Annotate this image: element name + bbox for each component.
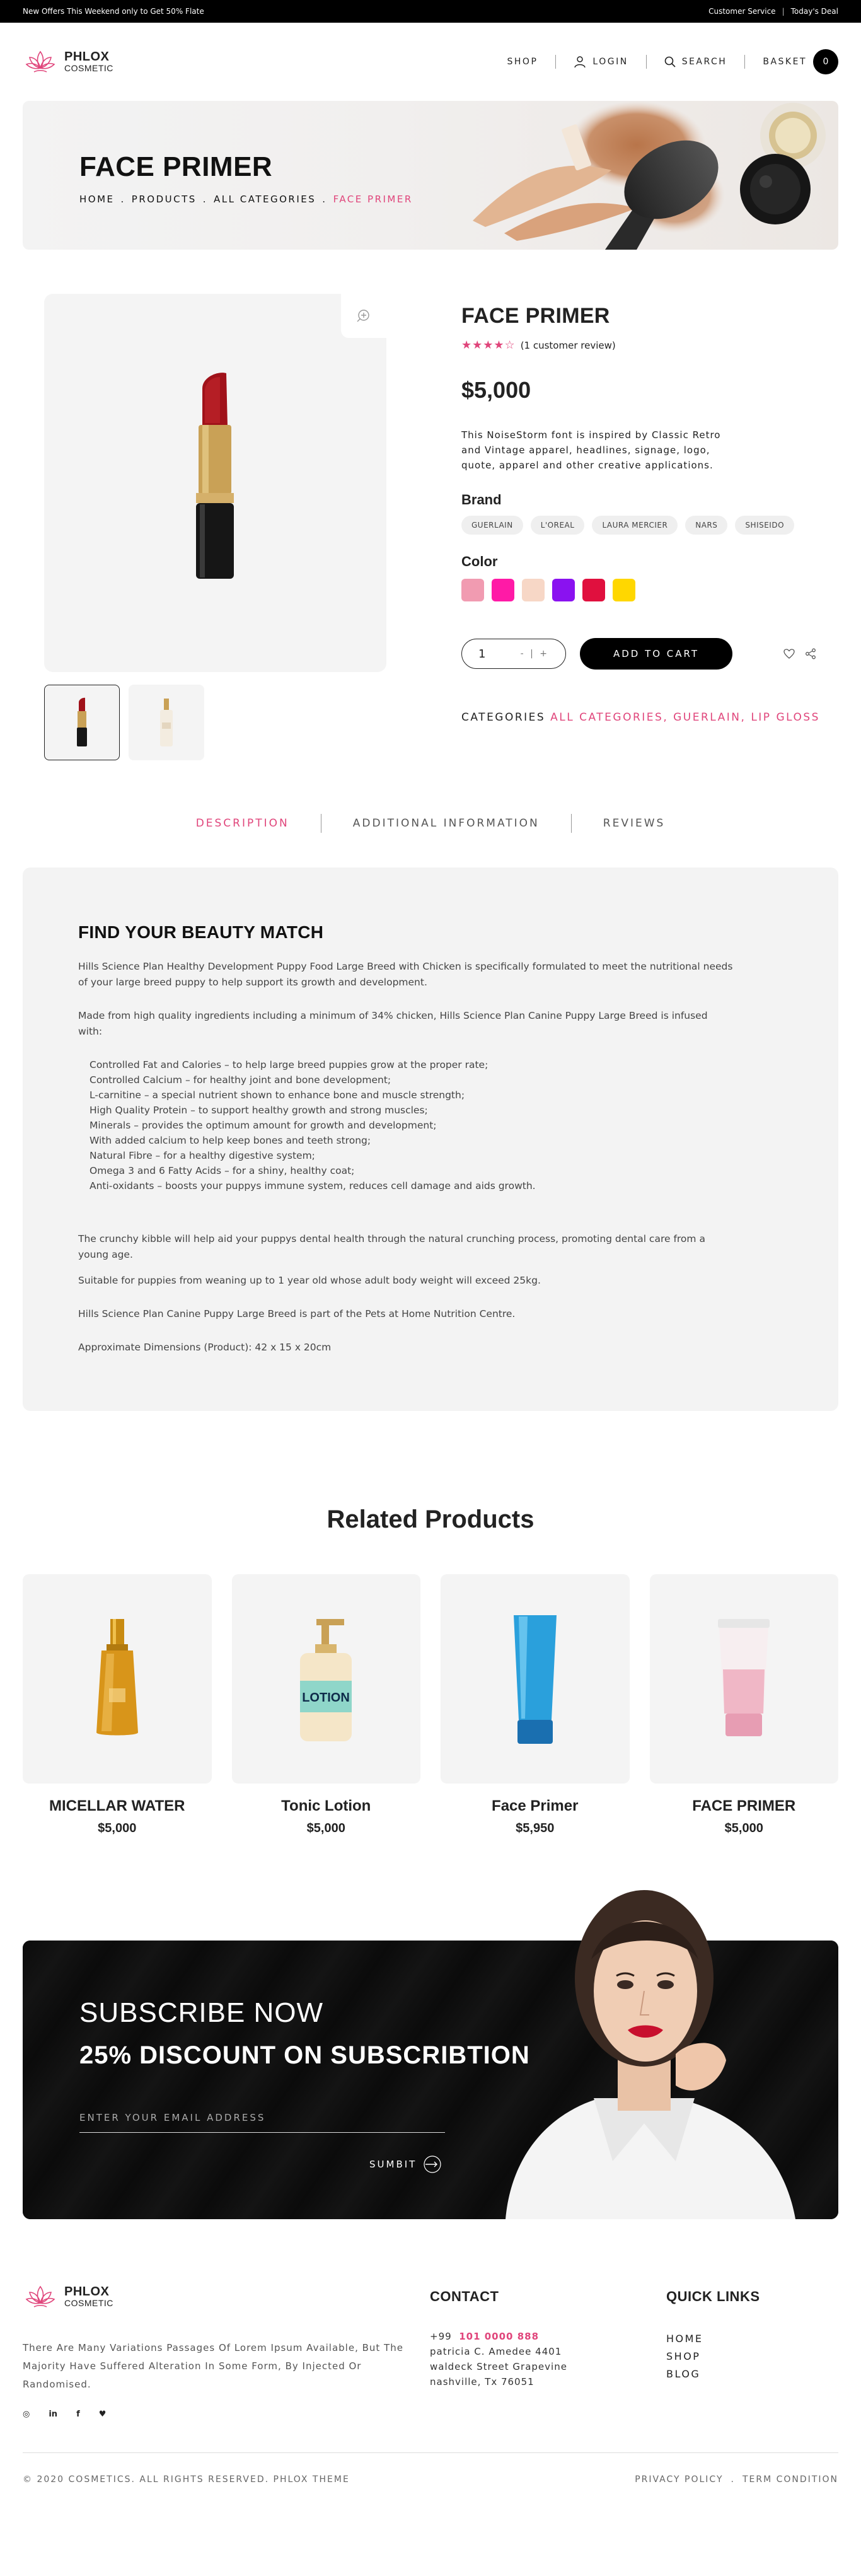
product-thumbnail-2[interactable] <box>129 685 204 760</box>
nav-basket[interactable] <box>763 49 838 74</box>
list-item: Controlled Calcium – for healthy joint and bone development; <box>90 1074 391 1086</box>
quantity-stepper[interactable] <box>461 639 566 669</box>
product-section <box>0 250 861 767</box>
color-swatch[interactable] <box>582 579 605 601</box>
product-card-name[interactable]: Tonic Lotion <box>281 1797 371 1814</box>
list-item: Anti-oxidants – boosts your puppys immune system, reduces cell damage and aids growth. <box>90 1180 536 1192</box>
description-paragraph: The crunchy kibble will help aid your puppys dental health through the natural crunching process, promoting dental care from a young age. <box>78 1233 705 1260</box>
brand-option[interactable]: LAURA MERCIER <box>592 516 678 535</box>
color-swatches <box>461 579 840 601</box>
product-card-name[interactable]: MICELLAR WATER <box>49 1797 185 1814</box>
submit-label: SUMBIT <box>369 2159 417 2170</box>
product-price: $5,000 <box>461 377 531 403</box>
footer-about-text: There Are Many Variations Passages Of Lorem Ipsum Available, But The Majority Have Suffered Alteration In Some Form, By Injected Or Randomised. <box>23 2342 403 2390</box>
logo-name: PHLOX <box>64 2285 110 2299</box>
list-item: With added calcium to help keep bones and teeth strong; <box>90 1135 371 1146</box>
color-swatch[interactable] <box>613 579 635 601</box>
tab-reviews[interactable]: REVIEWS <box>603 817 666 830</box>
footer-link-home[interactable]: HOME <box>666 2333 703 2345</box>
footer-link-blog[interactable]: BLOG <box>666 2368 701 2380</box>
address-line: patricia C. Amedee 4401 <box>430 2346 562 2357</box>
product-card-image[interactable] <box>23 1574 212 1784</box>
categories-links[interactable]: ALL CATEGORIES, GUERLAIN, LIP GLOSS <box>550 711 820 724</box>
footer-link-shop[interactable]: SHOP <box>666 2350 701 2362</box>
model-portrait-image <box>468 1871 821 2219</box>
promo-text: New Offers This Weekend only to Get 50% Flate <box>23 7 204 16</box>
product-card-name[interactable]: Face Primer <box>492 1797 579 1814</box>
list-item: High Quality Protein – to support healthy growth and strong muscles; <box>90 1105 428 1116</box>
page-title: FACE PRIMER <box>79 151 273 182</box>
contact-heading: CONTACT <box>430 2289 499 2304</box>
product-info <box>461 294 840 724</box>
description-panel <box>23 867 838 1411</box>
product-card-price: $5,000 <box>306 1821 345 1835</box>
quick-links-heading: QUICK LINKS <box>666 2289 760 2304</box>
product-card-price: $5,950 <box>516 1821 555 1835</box>
breadcrumb-all-categories[interactable]: ALL CATEGORIES <box>214 194 316 205</box>
brand-options <box>461 516 840 535</box>
nav-basket-label: BASKET <box>763 57 807 67</box>
product-card[interactable] <box>441 1574 630 1836</box>
product-main-image[interactable] <box>44 294 386 672</box>
product-card-price: $5,000 <box>98 1821 137 1835</box>
nav-shop[interactable]: SHOP <box>507 57 538 67</box>
breadcrumb-home[interactable]: HOME <box>79 194 115 205</box>
review-count-link[interactable]: (1 customer review) <box>520 339 616 351</box>
product-thumbnail-1[interactable] <box>44 685 120 760</box>
facebook-icon[interactable]: f <box>76 2410 80 2419</box>
user-icon <box>574 55 586 68</box>
breadcrumb-current: FACE PRIMER <box>333 194 413 205</box>
twitter-icon[interactable]: ♥ <box>98 2410 107 2419</box>
star-rating-icon: ★★★★☆ <box>461 339 516 352</box>
top-bar <box>0 0 861 23</box>
description-paragraph: Hills Science Plan Canine Puppy Large Breed is part of the Pets at Home Nutrition Centre. <box>78 1308 516 1320</box>
breadcrumb <box>79 194 413 205</box>
product-card-price: $5,000 <box>724 1821 763 1835</box>
legal-separator: . <box>731 2474 735 2485</box>
logo-subtitle: COSMETIC <box>64 2298 113 2309</box>
linkedin-icon[interactable]: in <box>49 2410 58 2419</box>
instagram-icon[interactable]: ◎ <box>23 2410 30 2419</box>
product-card[interactable] <box>232 1574 421 1836</box>
footer-contact <box>430 2289 567 2389</box>
product-description: This NoiseStorm font is inspired by Classic Retro and Vintage apparel, headlines, signage, logo, quote, apparel and other creative applications. <box>461 429 721 471</box>
list-item: Minerals – provides the optimum amount for growth and development; <box>90 1120 437 1131</box>
product-title: FACE PRIMER <box>461 304 610 328</box>
share-button[interactable] <box>803 646 818 661</box>
nav-search-label: SEARCH <box>681 57 727 67</box>
product-card[interactable] <box>650 1574 839 1836</box>
zoom-icon <box>355 308 372 324</box>
list-item: Controlled Fat and Calories – to help large breed puppies grow at the proper rate; <box>90 1059 488 1070</box>
nav-divider <box>646 55 647 69</box>
product-card[interactable] <box>23 1574 212 1836</box>
phone-number: 101 0000 888 <box>459 2331 540 2342</box>
copyright-text: © 2020 COSMETICS. ALL RIGHTS RESERVED. PHLOX THEME <box>23 2474 350 2485</box>
footer-bottom-bar <box>23 2452 838 2485</box>
terms-condition-link[interactable]: TERM CONDITION <box>742 2474 838 2485</box>
brand-option[interactable]: GUERLAIN <box>461 516 523 535</box>
basket-count-badge: 0 <box>813 49 838 74</box>
lotus-logo-icon <box>23 2279 58 2314</box>
related-products-grid <box>23 1574 838 1836</box>
zoom-button[interactable] <box>341 294 386 338</box>
brand-option[interactable]: L'OREAL <box>531 516 585 535</box>
logo[interactable] <box>23 44 113 79</box>
product-card-image[interactable] <box>650 1574 839 1784</box>
brand-option[interactable]: NARS <box>685 516 727 535</box>
share-icon <box>805 648 816 659</box>
list-item: Omega 3 and 6 Fatty Acids – for a shiny, healthy coat; <box>90 1165 355 1176</box>
address-line: nashville, Tx 76051 <box>430 2376 535 2387</box>
submit-button[interactable] <box>369 2155 442 2174</box>
tab-divider <box>571 814 572 833</box>
footer-quick-links <box>666 2289 760 2383</box>
quantity-step-buttons[interactable]: - | + <box>520 649 549 659</box>
todays-deal-link[interactable]: Today's Deal <box>790 7 838 16</box>
purchase-row <box>461 638 840 670</box>
breadcrumb-products[interactable]: PRODUCTS <box>131 194 197 205</box>
color-swatch[interactable] <box>522 579 545 601</box>
product-rating <box>461 339 840 352</box>
social-links <box>23 2410 106 2419</box>
add-to-cart-button[interactable]: ADD TO CART <box>580 638 732 670</box>
product-card-name[interactable]: FACE PRIMER <box>692 1797 796 1814</box>
color-label: Color <box>461 554 498 569</box>
lipstick-thumb-image <box>74 697 90 748</box>
subscribe-offer: 25% DISCOUNT ON SUBSCRIBTION <box>79 2041 530 2069</box>
lotion-bottle-image <box>291 1613 361 1745</box>
subscribe-banner <box>23 1941 838 2219</box>
privacy-policy-link[interactable]: PRIVACY POLICY <box>635 2474 724 2485</box>
lotion-label-text: LOTION <box>302 1691 350 1705</box>
topbar-separator: | <box>782 7 785 16</box>
product-card-image[interactable] <box>441 1574 630 1784</box>
perfume-bottle-image <box>89 1619 146 1739</box>
breadcrumb-separator: . <box>120 194 125 205</box>
ingredient-list <box>90 1057 783 1193</box>
description-heading: FIND YOUR BEAUTY MATCH <box>78 922 324 942</box>
phone-prefix: +99 <box>430 2331 452 2342</box>
tab-additional-information[interactable]: ADDITIONAL INFORMATION <box>352 817 540 830</box>
description-paragraph: Approximate Dimensions (Product): 42 x 15 x 20cm <box>78 1342 332 1353</box>
brand-label: Brand <box>461 492 502 508</box>
description-paragraph: Suitable for puppies from weaning up to 1 year old whose adult body weight will exceed 25kg. <box>78 1275 541 1286</box>
pink-tube-image <box>715 1619 772 1739</box>
related-products-title: Related Products <box>326 1506 535 1533</box>
quantity-value[interactable]: 1 <box>478 647 486 661</box>
tube-image <box>510 1613 560 1745</box>
color-swatch[interactable] <box>461 579 484 601</box>
logo-name: PHLOX <box>64 50 110 64</box>
list-item: L-carnitine – a special nutrient shown to enhance bone and muscle strength; <box>90 1089 465 1101</box>
product-categories <box>461 711 840 724</box>
cosmetics-banner-illustration <box>448 101 838 250</box>
nav-divider <box>744 55 745 69</box>
nav-divider <box>555 55 556 69</box>
primer-bottle-thumb-image <box>157 697 176 748</box>
nav-login[interactable] <box>574 55 628 68</box>
description-paragraph: Made from high quality ingredients including a minimum of 34% chicken, Hills Science Plan Canine Puppy Large Breed is infused with: <box>78 1010 708 1037</box>
main-nav <box>507 49 838 74</box>
product-card-image[interactable] <box>232 1574 421 1784</box>
site-footer <box>0 2219 861 2493</box>
arrow-right-icon <box>423 2155 442 2174</box>
footer-logo[interactable] <box>23 2279 113 2314</box>
breadcrumb-separator: . <box>202 194 208 205</box>
tab-description[interactable]: DESCRIPTION <box>195 817 289 830</box>
product-tabs <box>0 767 861 867</box>
customer-service-link[interactable]: Customer Service <box>708 7 776 16</box>
address-line: waldeck Street Grapevine <box>430 2361 567 2372</box>
color-swatch[interactable] <box>492 579 514 601</box>
brand-option[interactable]: SHISEIDO <box>735 516 794 535</box>
subscribe-title: SUBSCRIBE NOW <box>79 1997 324 2028</box>
list-item: Natural Fibre – for a healthy digestive system; <box>90 1150 315 1161</box>
description-paragraph: Hills Science Plan Healthy Development Puppy Food Large Breed with Chicken is specifically formulated to meet the nutritional needs of your large breed puppy to help support its growth and development. <box>78 961 733 988</box>
wishlist-button[interactable] <box>782 646 797 661</box>
page-banner <box>23 101 838 250</box>
contact-phone[interactable] <box>430 2329 567 2344</box>
lipstick-image <box>183 369 246 584</box>
nav-login-label: LOGIN <box>592 57 628 67</box>
breadcrumb-separator: . <box>322 194 327 205</box>
site-header <box>0 23 861 101</box>
logo-subtitle: COSMETIC <box>64 63 113 74</box>
lotus-logo-icon <box>23 44 58 79</box>
nav-search[interactable] <box>664 56 727 67</box>
heart-icon <box>783 649 795 659</box>
categories-label: CATEGORIES <box>461 711 546 724</box>
color-swatch[interactable] <box>552 579 575 601</box>
email-input[interactable] <box>79 2106 445 2133</box>
search-icon <box>664 56 676 67</box>
